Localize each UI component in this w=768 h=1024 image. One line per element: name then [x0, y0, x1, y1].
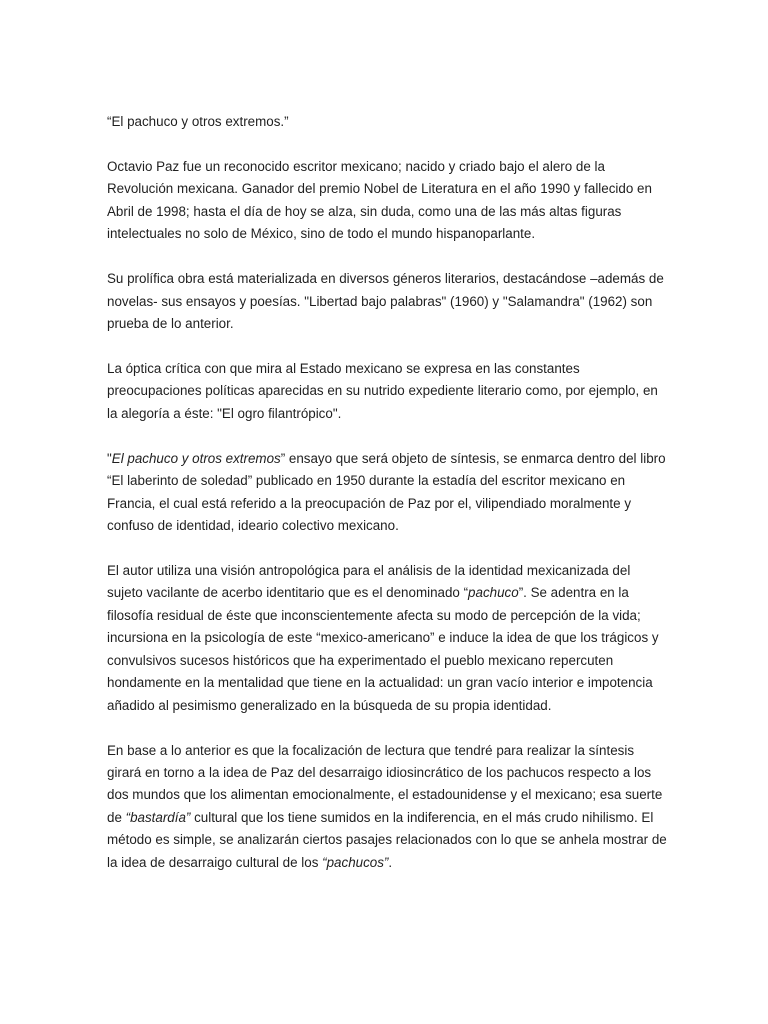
- essay-context-text: ” ensayo que será objeto de síntesis, se enmarca dentro del libro “El laberinto de soledad” publicado en 1950 durante la estadía del escritor mexicano en Francia, el cual está referido a la preocupación de Paz por el, vilipendiado moralmente y confuso de identidad, ideario colectivo mexicano.: [107, 450, 666, 534]
- anthropology-text-before: El autor utiliza una visión antropológica para el análisis de la identidad mexicanizada del sujeto vacilante de acerbo identitario que es el denominado “: [107, 563, 631, 601]
- document-page: [107, 111, 667, 897]
- method-text-before: En base a lo anterior es que la focalización de lectura que tendré para realizar la síntesis girará en torno a la idea de Paz del desarraigo idiosincrático de los pachucos respecto a los dos mundos que los alimentan emocionalmente, el estadounidense y el mexicano; esa suerte de: [107, 742, 663, 825]
- paragraph-method: [107, 740, 667, 874]
- paragraph-critique: La óptica crítica con que mira al Estado mexicano se expresa en las constantes preocupaciones políticas aparecidas en su nutrido expediente literario como, por ejemplo, en la alegoría a éste: "El ogro filantrópico".: [107, 361, 658, 421]
- method-text-after: .: [388, 854, 393, 870]
- document-title: “El pachuco y otros extremos.”: [107, 114, 289, 129]
- paragraph-anthropology: [107, 560, 667, 717]
- paragraph-intro: Octavio Paz fue un reconocido escritor mexicano; nacido y criado bajo el alero de la Revolución mexicana. Ganador del premio Nobel de Literatura en el año 1990 y fallecido en Abril de 1998; hasta el día de hoy se alza, sin duda, como una de las más altas figuras intelectuales no solo de México, sino de todo el mundo hispanoparlante.: [107, 159, 652, 242]
- anthropology-text-after: ”. Se adentra en la filosofía residual de éste que inconscientemente afecta su modo de percepción de la vida; incursiona en la psicología de este “mexico-americano” e induce la idea de que los trágicos y convulsivos sucesos históricos que ha experimentado el pueblo mexicano repercuten hondamente en la mentalidad que tiene en la actualidad: un gran vacío interior e impotencia añadido al pesimismo generalizado en la búsqueda de su propia identidad.: [107, 585, 659, 713]
- bastardia-term-italic: “bastardía”: [125, 809, 191, 825]
- pachucos-term-italic: “pachucos”: [322, 854, 389, 870]
- pachuco-term-italic: pachuco: [468, 585, 519, 601]
- method-text-middle: cultural que los tiene sumidos en la indiferencia, en el más crudo nihilismo. El método es simple, se analizarán ciertos pasajes relacionados con lo que se anhela mostrar de la idea de desarraigo cultural de los: [107, 809, 667, 870]
- essay-open-quote: ": [107, 450, 112, 466]
- essay-title-italic: El pachuco y otros extremos: [111, 450, 281, 466]
- paragraph-works: Su prolífica obra está materializada en diversos géneros literarios, destacándose –además de novelas- sus ensayos y poesías. "Libertad bajo palabras" (1960) y "Salamandra" (1962) son prueba de lo anterior.: [107, 271, 664, 332]
- paragraph-essay-context: [107, 448, 667, 538]
